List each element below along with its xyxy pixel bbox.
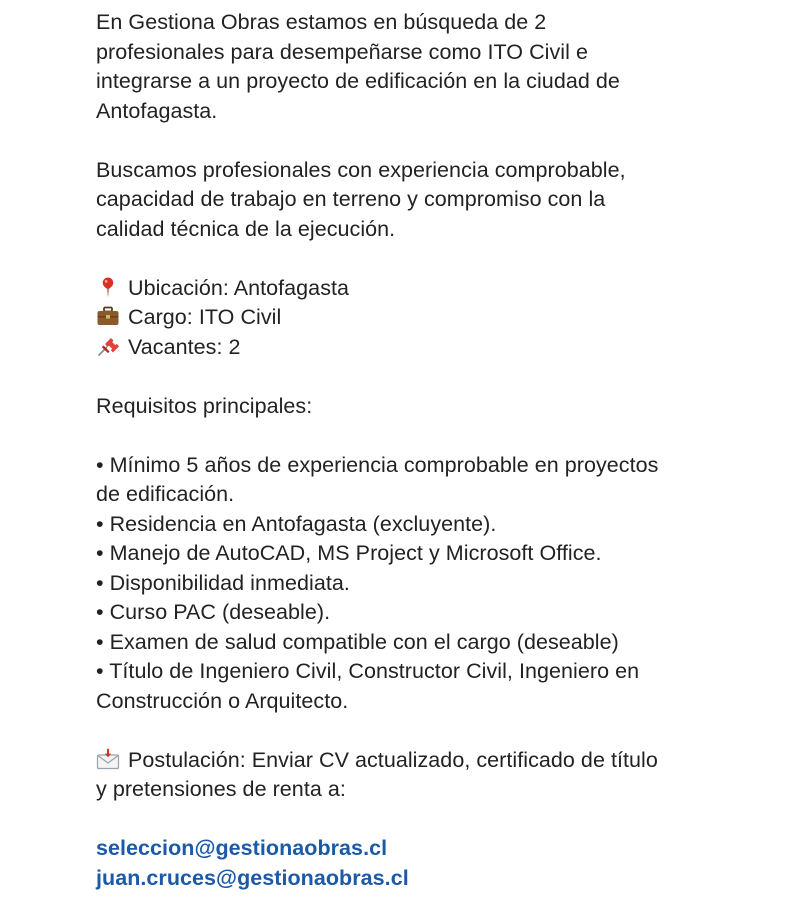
requirement-line: Construcción o Arquitecto. [96, 688, 349, 713]
pushpin-icon [96, 335, 120, 357]
profile-line: Buscamos profesionales con experiencia comprobable, [96, 157, 626, 182]
requirement-line: • Curso PAC (deseable). [96, 600, 331, 624]
location-pin-icon [96, 276, 120, 298]
requirement-line: • Manejo de AutoCAD, MS Project y Microsoft Office. [96, 541, 602, 565]
intro-line: integrarse a un proyecto de edificación en la ciudad de [96, 69, 620, 93]
email-link-juan-cruces[interactable]: juan.cruces@gestionaobras.cl [96, 865, 409, 890]
location-text: Ubicación: Antofagasta [128, 275, 350, 300]
requirement-line: • Disponibilidad inmediata. [96, 570, 350, 595]
application-line [96, 746, 756, 776]
profile-paragraph [96, 156, 756, 245]
spacer [96, 421, 756, 451]
intro-line: En Gestiona Obras estamos en búsqueda de 2 [96, 10, 547, 34]
intro-line: profesionales para desempeñarse como ITO Civil e [96, 39, 588, 64]
requirements-list [96, 451, 756, 717]
intro-paragraph [96, 8, 756, 126]
position-text: Cargo: ITO Civil [128, 305, 282, 329]
requirement-item [96, 569, 756, 599]
vacancies-text: Vacantes: 2 [128, 334, 241, 359]
vacancies-detail [96, 333, 756, 363]
intro-line: Antofagasta. [96, 98, 218, 123]
requirement-item [96, 598, 756, 628]
requirement-item [96, 539, 756, 569]
application-text: Postulación: Enviar CV actualizado, certificado de título [128, 747, 658, 772]
requirement-item [96, 657, 756, 716]
application-instructions [96, 746, 756, 805]
spacer [96, 805, 756, 835]
spacer [96, 716, 756, 746]
contact-emails [96, 834, 756, 893]
spacer [96, 244, 756, 274]
profile-line: calidad técnica de la ejecución. [96, 216, 396, 241]
job-details [96, 274, 756, 363]
requirement-line: de edificación. [96, 482, 235, 506]
requirement-line: • Mínimo 5 años de experiencia comprobable en proyectos [96, 452, 659, 477]
requirement-item [96, 451, 756, 510]
requirement-line: • Examen de salud compatible con el cargo (deseable) [96, 629, 619, 654]
location-detail [96, 274, 756, 304]
briefcase-icon [96, 305, 120, 327]
application-line: y pretensiones de renta a: [96, 777, 346, 801]
requirement-line: • Título de Ingeniero Civil, Constructor Civil, Ingeniero en [96, 659, 640, 683]
requirement-line: • Residencia en Antofagasta (excluyente). [96, 511, 497, 536]
spacer [96, 126, 756, 156]
profile-line: capacidad de trabajo en terreno y compromiso con la [96, 187, 606, 211]
requirement-item [96, 628, 756, 658]
email-link-seleccion[interactable]: seleccion@gestionaobras.cl [96, 836, 388, 860]
envelope-arrow-icon [96, 748, 120, 770]
position-detail [96, 303, 756, 333]
spacer [96, 362, 756, 392]
requirements-title: Requisitos principales: [96, 393, 313, 418]
job-post [96, 8, 756, 893]
requirement-item [96, 510, 756, 540]
